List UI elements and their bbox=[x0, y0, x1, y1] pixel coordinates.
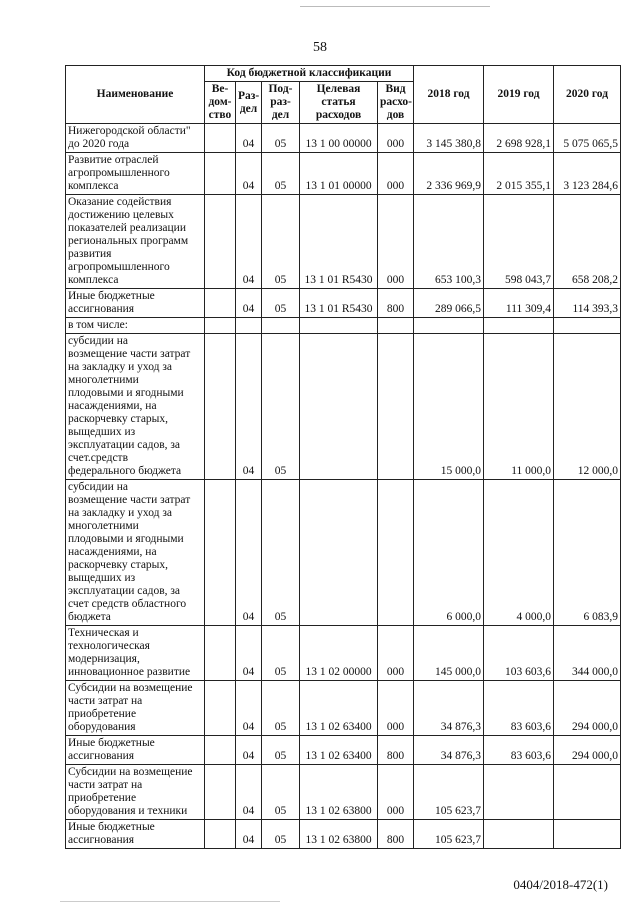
row-tselevaya: 13 1 01 R5430 bbox=[300, 289, 378, 318]
row-razdel: 04 bbox=[236, 765, 262, 820]
row-vid: 000 bbox=[378, 765, 414, 820]
row-vid bbox=[378, 318, 414, 334]
row-ved bbox=[205, 318, 236, 334]
row-ved bbox=[205, 681, 236, 736]
row-name: субсидии на возмещение части затрат на закладку и уход за многолетними плодовыми и ягодными насаждениями, на раскорчевку старых, выщедших из эксплуатации садов, за счет.средств федерального бюджета bbox=[66, 334, 205, 480]
bottom-rule bbox=[60, 901, 280, 902]
row-ved bbox=[205, 195, 236, 289]
row-tselevaya bbox=[300, 318, 378, 334]
row-2018: 653 100,3 bbox=[414, 195, 484, 289]
row-podrazdel: 05 bbox=[262, 626, 300, 681]
row-2020: 294 000,0 bbox=[554, 681, 621, 736]
table-row bbox=[66, 289, 621, 318]
header-2019: 2019 год bbox=[484, 66, 554, 124]
row-ved bbox=[205, 124, 236, 153]
row-razdel: 04 bbox=[236, 681, 262, 736]
header-podrazdel: Под- раз- дел bbox=[262, 82, 300, 124]
row-podrazdel: 05 bbox=[262, 736, 300, 765]
document-code: 0404/2018-472(1) bbox=[513, 877, 608, 892]
row-2019: 2 698 928,1 bbox=[484, 124, 554, 153]
row-tselevaya: 13 1 02 63400 bbox=[300, 736, 378, 765]
row-name: Техническая и технологическая модернизация, инновационное развитие bbox=[66, 626, 205, 681]
table-row bbox=[66, 626, 621, 681]
table-row bbox=[66, 820, 621, 849]
table-row bbox=[66, 153, 621, 195]
row-vid: 000 bbox=[378, 124, 414, 153]
row-2018: 15 000,0 bbox=[414, 334, 484, 480]
row-2018: 105 623,7 bbox=[414, 765, 484, 820]
row-podrazdel: 05 bbox=[262, 334, 300, 480]
row-2019: 103 603,6 bbox=[484, 626, 554, 681]
table-row bbox=[66, 681, 621, 736]
row-ved bbox=[205, 289, 236, 318]
row-tselevaya: 13 1 02 00000 bbox=[300, 626, 378, 681]
budget-table bbox=[65, 65, 621, 849]
row-name: в том числе: bbox=[66, 318, 205, 334]
row-vid bbox=[378, 480, 414, 626]
row-podrazdel: 05 bbox=[262, 124, 300, 153]
row-2019: 2 015 355,1 bbox=[484, 153, 554, 195]
row-tselevaya: 13 1 02 63400 bbox=[300, 681, 378, 736]
row-2018: 6 000,0 bbox=[414, 480, 484, 626]
row-name: Иные бюджетные ассигнования bbox=[66, 289, 205, 318]
row-tselevaya bbox=[300, 334, 378, 480]
row-razdel: 04 bbox=[236, 820, 262, 849]
row-2019: 83 603,6 bbox=[484, 681, 554, 736]
row-ved bbox=[205, 153, 236, 195]
row-razdel: 04 bbox=[236, 153, 262, 195]
row-name: Иные бюджетные ассигнования bbox=[66, 736, 205, 765]
row-2018: 3 145 380,8 bbox=[414, 124, 484, 153]
row-razdel bbox=[236, 318, 262, 334]
row-vid bbox=[378, 334, 414, 480]
row-podrazdel: 05 bbox=[262, 480, 300, 626]
row-vid: 800 bbox=[378, 736, 414, 765]
row-2019 bbox=[484, 318, 554, 334]
header-razdel: Раз- дел bbox=[236, 82, 262, 124]
row-name: Нижегородской области" до 2020 года bbox=[66, 124, 205, 153]
row-name: Оказание содействия достижению целевых показателей реализации региональных программ развития агропромышленного комплекса bbox=[66, 195, 205, 289]
row-tselevaya bbox=[300, 480, 378, 626]
row-podrazdel bbox=[262, 318, 300, 334]
row-podrazdel: 05 bbox=[262, 195, 300, 289]
row-vid: 000 bbox=[378, 153, 414, 195]
row-name: Субсидии на возмещение части затрат на приобретение оборудования и техники bbox=[66, 765, 205, 820]
row-2020 bbox=[554, 318, 621, 334]
row-name: субсидии на возмещение части затрат на закладку и уход за многолетними плодовыми и ягодными насаждениями, на раскорчевку старых, выщедших из эксплуатации садов, за счет средств областного бюджета bbox=[66, 480, 205, 626]
row-podrazdel: 05 bbox=[262, 153, 300, 195]
table-row bbox=[66, 736, 621, 765]
row-2020 bbox=[554, 765, 621, 820]
row-podrazdel: 05 bbox=[262, 681, 300, 736]
row-podrazdel: 05 bbox=[262, 765, 300, 820]
row-2018: 289 066,5 bbox=[414, 289, 484, 318]
row-vid: 800 bbox=[378, 820, 414, 849]
row-tselevaya: 13 1 01 R5430 bbox=[300, 195, 378, 289]
row-ved bbox=[205, 736, 236, 765]
table-row bbox=[66, 480, 621, 626]
row-2018: 34 876,3 bbox=[414, 681, 484, 736]
row-razdel: 04 bbox=[236, 334, 262, 480]
row-razdel: 04 bbox=[236, 289, 262, 318]
row-2020: 294 000,0 bbox=[554, 736, 621, 765]
table-row bbox=[66, 334, 621, 480]
row-tselevaya: 13 1 02 63800 bbox=[300, 820, 378, 849]
header-2020: 2020 год bbox=[554, 66, 621, 124]
table-row bbox=[66, 318, 621, 334]
row-podrazdel: 05 bbox=[262, 289, 300, 318]
table-row bbox=[66, 124, 621, 153]
row-razdel: 04 bbox=[236, 736, 262, 765]
table-row bbox=[66, 195, 621, 289]
row-tselevaya: 13 1 02 63800 bbox=[300, 765, 378, 820]
row-2019: 111 309,4 bbox=[484, 289, 554, 318]
row-2018: 145 000,0 bbox=[414, 626, 484, 681]
row-2018: 105 623,7 bbox=[414, 820, 484, 849]
header-vid: Вид расхо- дов bbox=[378, 82, 414, 124]
row-vid: 000 bbox=[378, 626, 414, 681]
row-ved bbox=[205, 765, 236, 820]
top-rule bbox=[300, 6, 490, 7]
row-ved bbox=[205, 626, 236, 681]
row-vid: 000 bbox=[378, 681, 414, 736]
row-razdel: 04 bbox=[236, 124, 262, 153]
row-name: Субсидии на возмещение части затрат на приобретение оборудования bbox=[66, 681, 205, 736]
row-2020: 3 123 284,6 bbox=[554, 153, 621, 195]
row-tselevaya: 13 1 00 00000 bbox=[300, 124, 378, 153]
row-ved bbox=[205, 480, 236, 626]
row-name: Иные бюджетные ассигнования bbox=[66, 820, 205, 849]
row-2018: 34 876,3 bbox=[414, 736, 484, 765]
row-2020: 5 075 065,5 bbox=[554, 124, 621, 153]
row-2018: 2 336 969,9 bbox=[414, 153, 484, 195]
row-2019: 598 043,7 bbox=[484, 195, 554, 289]
row-2020: 114 393,3 bbox=[554, 289, 621, 318]
table-body bbox=[66, 124, 621, 849]
row-vid: 800 bbox=[378, 289, 414, 318]
row-ved bbox=[205, 820, 236, 849]
row-2020: 12 000,0 bbox=[554, 334, 621, 480]
row-razdel: 04 bbox=[236, 626, 262, 681]
row-vid: 000 bbox=[378, 195, 414, 289]
row-2020: 344 000,0 bbox=[554, 626, 621, 681]
table-row bbox=[66, 765, 621, 820]
row-2019: 83 603,6 bbox=[484, 736, 554, 765]
header-group: Код бюджетной классификации bbox=[205, 66, 414, 82]
header-2018: 2018 год bbox=[414, 66, 484, 124]
header-name: Наименование bbox=[66, 66, 205, 124]
row-2019 bbox=[484, 765, 554, 820]
row-podrazdel: 05 bbox=[262, 820, 300, 849]
row-2019: 11 000,0 bbox=[484, 334, 554, 480]
row-tselevaya: 13 1 01 00000 bbox=[300, 153, 378, 195]
page-number: 58 bbox=[313, 40, 327, 55]
row-2020: 658 208,2 bbox=[554, 195, 621, 289]
row-2020 bbox=[554, 820, 621, 849]
header-ved: Ве- дом- ство bbox=[205, 82, 236, 124]
row-2018 bbox=[414, 318, 484, 334]
row-2020: 6 083,9 bbox=[554, 480, 621, 626]
row-razdel: 04 bbox=[236, 480, 262, 626]
row-razdel: 04 bbox=[236, 195, 262, 289]
header-tselevaya: Целевая статья расходов bbox=[300, 82, 378, 124]
row-ved bbox=[205, 334, 236, 480]
row-2019 bbox=[484, 820, 554, 849]
row-name: Развитие отраслей агропромышленного комплекса bbox=[66, 153, 205, 195]
row-2019: 4 000,0 bbox=[484, 480, 554, 626]
